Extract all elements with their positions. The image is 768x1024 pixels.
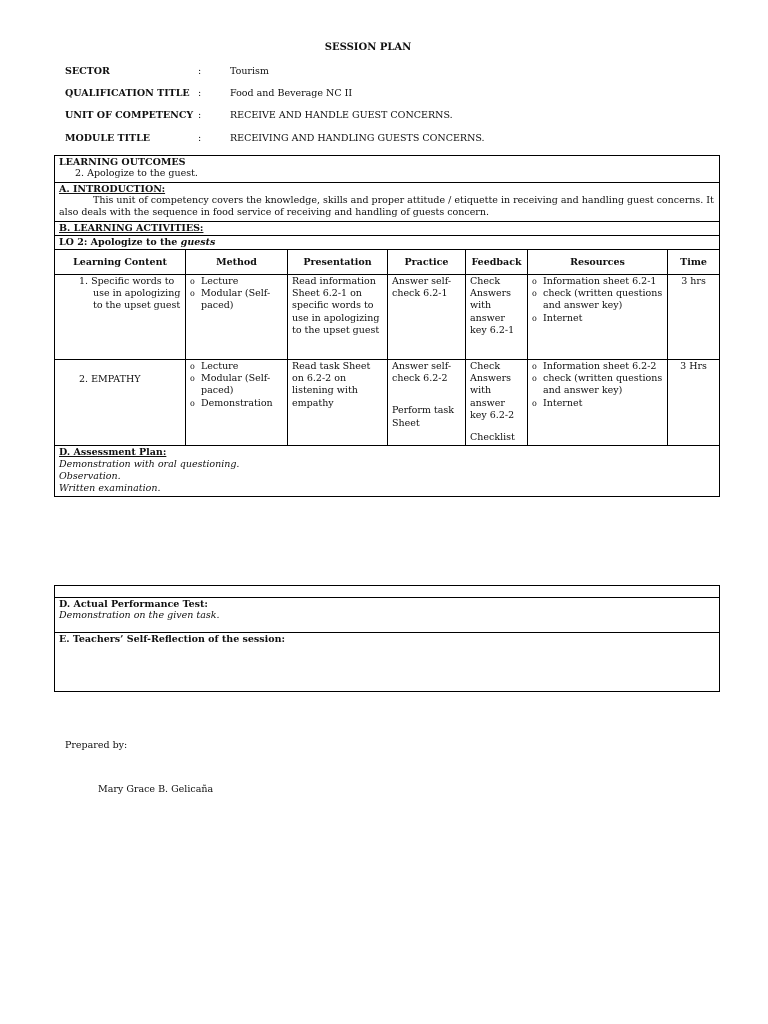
resources-list (532, 361, 663, 410)
unit-label: UNIT OF COMPETENCY (65, 110, 194, 121)
performance-test-row (55, 598, 720, 633)
qualification-label: QUALIFICATION TITLE (65, 88, 190, 99)
qualification-value: Food and Beverage NC II (230, 88, 353, 99)
practice-text: Answer self-check 6.2-2 (392, 361, 452, 385)
introduction-heading: A. INTRODUCTION: (59, 184, 166, 195)
list-item: o check (written questions and answer key) (532, 373, 663, 397)
list-item: o Modular (Self-paced) (190, 288, 283, 312)
feedback-text: Check Answers with answer key 6.2-1 (470, 276, 515, 336)
list-item: o Lecture (190, 276, 283, 288)
performance-table (54, 585, 720, 692)
practice-cell (388, 275, 466, 360)
method-list (190, 361, 283, 410)
sector-value: Tourism (230, 66, 269, 77)
resources-list (532, 276, 663, 325)
qualification-colon: : (198, 88, 202, 99)
list-item: o Lecture (190, 361, 283, 373)
unit-colon: : (198, 110, 202, 121)
col-feedback: Feedback (466, 250, 528, 275)
prepared-by-label: Prepared by: (65, 740, 128, 751)
method-cell (186, 275, 288, 360)
sector-label: SECTOR (65, 66, 110, 77)
learning-outcome-item: 2. Apologize to the guest. (75, 168, 198, 179)
practice-extra-text: Perform task Sheet (392, 405, 455, 429)
lo-heading (55, 236, 720, 250)
table-row (55, 360, 720, 446)
time-cell: 3 hrs (668, 275, 720, 360)
practice-cell (388, 360, 466, 446)
performance-test-text: Demonstration on the given task. (59, 610, 220, 621)
module-colon: : (198, 133, 202, 144)
learning-content-text: 2. EMPATHY (79, 374, 141, 385)
assessment-item: Demonstration with oral questioning. (59, 459, 240, 471)
feedback-cell (466, 360, 528, 446)
col-presentation: Presentation (288, 250, 388, 275)
learning-outcomes-row (55, 156, 720, 183)
resources-cell (528, 275, 668, 360)
activities-heading-row (55, 222, 720, 236)
feedback-extra-text: Checklist (470, 432, 515, 444)
list-item: o Modular (Self-paced) (190, 373, 283, 397)
learning-content-cell (55, 360, 186, 446)
time-cell: 3 Hrs (668, 360, 720, 446)
introduction-text: This unit of competency covers the knowledge, skills and proper attitude / etiquette in receiving and handling guest concerns. It also deals with the sequence in food service of receiving and handling of guests concern. (59, 195, 714, 218)
learning-content-text: 1. Specific words to use in apologizing to the upset guest (79, 276, 181, 312)
assessment-heading: D. Assessment Plan: (59, 447, 167, 459)
assessment-row (55, 446, 720, 497)
lo-emphasis: guests (180, 237, 216, 248)
blank-row (55, 586, 720, 598)
document-title: SESSION PLAN (324, 42, 412, 53)
method-cell (186, 360, 288, 446)
list-item: o Information sheet 6.2-2 (532, 361, 663, 373)
col-method: Method (186, 250, 288, 275)
preparer-name: Mary Grace B. Gelicaña (98, 784, 214, 795)
session-plan-table (54, 155, 720, 497)
introduction-row (55, 183, 720, 222)
resources-cell (528, 360, 668, 446)
practice-text: Answer self-check 6.2-1 (392, 276, 452, 300)
module-label: MODULE TITLE (65, 133, 151, 144)
learning-outcomes-heading: LEARNING OUTCOMES (59, 157, 186, 168)
lo-prefix: LO 2: Apologize to the (59, 237, 181, 248)
activities-heading: B. LEARNING ACTIVITIES: (55, 222, 720, 236)
column-header-row (55, 250, 720, 275)
list-item: o check (written questions and answer key) (532, 288, 663, 312)
list-item: o Internet (532, 398, 663, 410)
performance-test-heading: D. Actual Performance Test: (59, 599, 208, 610)
list-item: o Internet (532, 313, 663, 325)
reflection-row (55, 633, 720, 692)
assessment-item: Written examination. (59, 483, 161, 495)
sector-colon: : (198, 66, 202, 77)
feedback-text: Check Answers with answer key 6.2-2 (470, 361, 515, 421)
table-row (55, 275, 720, 360)
col-time: Time (668, 250, 720, 275)
lo-row (55, 236, 720, 250)
learning-content-cell (55, 275, 186, 360)
list-item: o Demonstration (190, 398, 283, 410)
unit-value: RECEIVE AND HANDLE GUEST CONCERNS. (230, 110, 453, 121)
list-item: o Information sheet 6.2-1 (532, 276, 663, 288)
assessment-item: Observation. (59, 471, 121, 483)
col-practice: Practice (388, 250, 466, 275)
reflection-heading: E. Teachers’ Self-Reflection of the session: (59, 634, 285, 645)
presentation-cell: Read task Sheet on 6.2-2 on listening with empathy (288, 360, 388, 446)
col-resources: Resources (528, 250, 668, 275)
feedback-cell (466, 275, 528, 360)
presentation-cell: Read information Sheet 6.2-1 on specific words to use in apologizing to the upset guest (288, 275, 388, 360)
col-learning-content: Learning Content (55, 250, 186, 275)
method-list (190, 276, 283, 313)
module-value: RECEIVING AND HANDLING GUESTS CONCERNS. (230, 133, 485, 144)
